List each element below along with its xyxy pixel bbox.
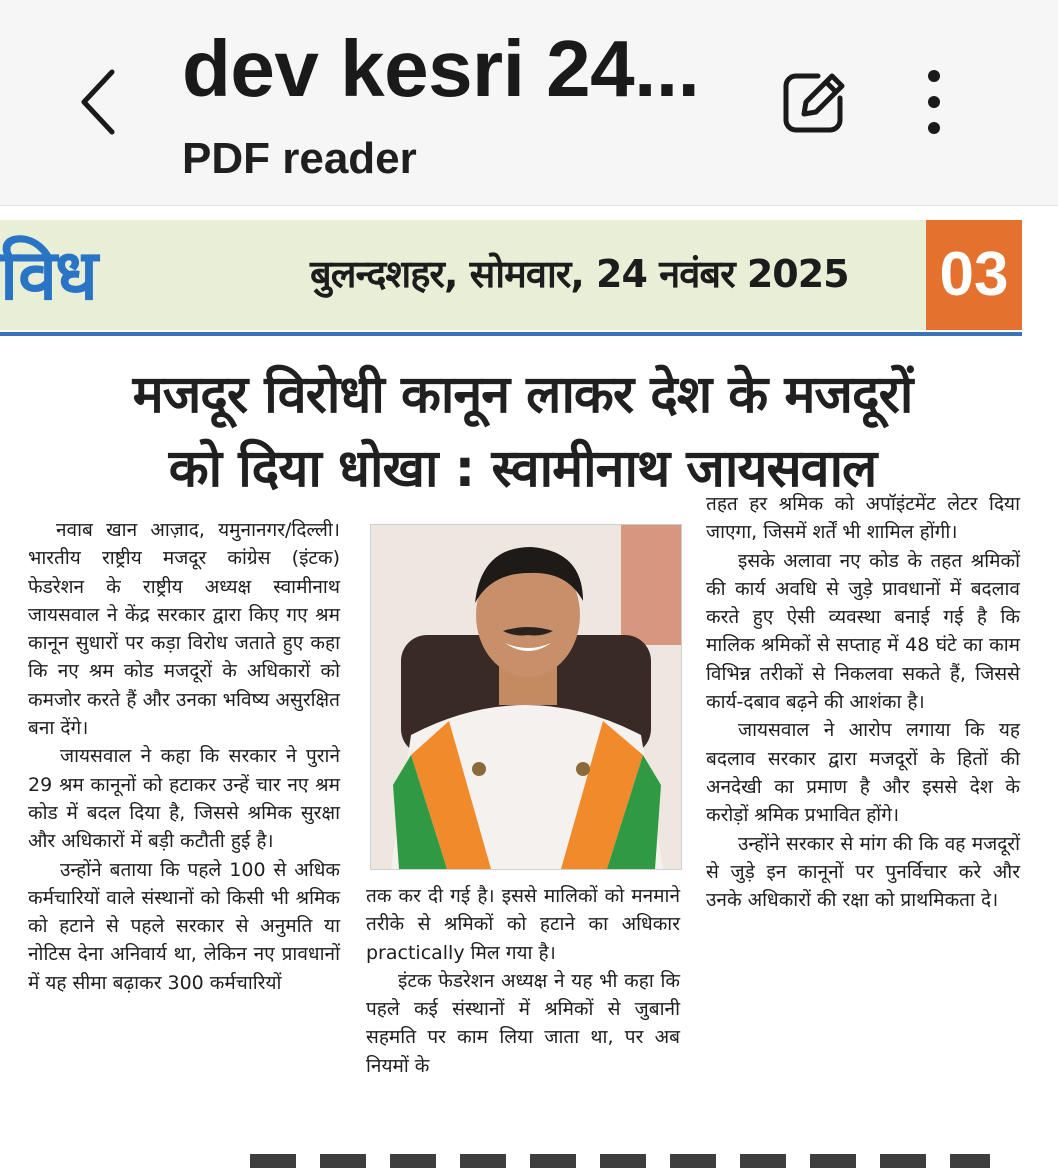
edit-icon[interactable] <box>778 66 850 138</box>
date-line: बुलन्दशहर, सोमवार, 24 नवंबर 2025 <box>310 252 849 296</box>
paragraph: जायसवाल ने आरोप लगाया कि यह बदलाव सरकार द्वारा मजदूरों के हितों की अनदेखी का प्रमाण है और इससे देश के करोड़ों श्रमिक प्रभावित होंगे। <box>706 719 1020 827</box>
article-column-3 <box>706 490 1020 914</box>
paragraph: नवाब खान आज़ाद, यमुनानगर/दिल्ली। भारतीय राष्ट्रीय मजदूर कांग्रेस (इंटक) फेडरेशन के राष्ट्रीय अध्यक्ष स्वामीनाथ जायसवाल ने केंद्र सरकार द्वारा किए गए श्रम कानून सुधारों पर कड़ा विरोध जताते हुए कहा कि नए श्रम कोड मजदूरों के अधिकारों को कमजोर करते हैं और उनका भविष्य असुरक्षित बना देंगे। <box>28 519 340 740</box>
paragraph: इसके अलावा नए कोड के तहत श्रमिकों की कार्य अवधि से जुड़े प्रावधानों में बदलाव करते हुए ऐसी व्यवस्था बनाई गई है कि मालिक श्रमिकों से सप्ताह में 48 घंटे का काम विभिन्न तरीकों से निकलवा सकते हैं, जिससे कार्य-दबाव बढ़ने की आशंका है। <box>706 549 1020 714</box>
pdf-page[interactable] <box>0 206 1058 1163</box>
paragraph: उन्होंने सरकार से मांग की कि वह मजदूरों से जुड़े इन कानूनों पर पुनर्विचार करे और उनके अधिकारों की रक्षा को प्राथमिकता दे। <box>706 832 1020 912</box>
paragraph: इंटक फेडरेशन अध्यक्ष ने यह भी कहा कि पहले कई संस्थानों में श्रमिकों से जुबानी सहमति पर काम लिया जाता था, पर अब नियमों के <box>366 969 680 1077</box>
headline-line: मजदूर विरोधी कानून लाकर देश के मजदूरों <box>132 365 913 425</box>
app-header <box>0 0 1058 206</box>
masthead-rule <box>0 332 1022 336</box>
more-vertical-icon[interactable] <box>904 64 964 140</box>
headline-line: को दिया धोखा : स्वामीनाथ जायसवाल <box>168 439 877 499</box>
article-photo <box>370 524 682 870</box>
article-column-2 <box>366 882 680 1080</box>
page-number-badge: 03 <box>926 220 1022 330</box>
document-title: dev kesri 24... <box>182 24 700 113</box>
article-headline <box>30 358 1015 506</box>
paragraph: जायसवाल ने कहा कि सरकार ने पुराने 29 श्रम कानूनों को हटाकर उन्हें चार नए श्रम कोड में बदल दिया है, जिससे श्रमिक सुरक्षा और अधिकारों में बड़ी कटौती हुई है। <box>28 745 340 853</box>
article-column-1 <box>28 516 340 997</box>
paragraph: तहत हर श्रमिक को अपॉइंटमेंट लेटर दिया जाएगा, जिसमें शर्तें भी शामिल होंगी। <box>706 493 1020 544</box>
paragraph: तक कर दी गई है। इससे मालिकों को मनमाने तरीके से श्रमिकों को हटाने का अधिकार practically मिल गया है। <box>366 885 680 964</box>
masthead <box>0 220 1022 330</box>
back-chevron-icon[interactable] <box>68 62 128 142</box>
masthead-name: विध <box>0 234 97 316</box>
paragraph: उन्होंने बताया कि पहले 100 से अधिक कर्मचारियों वाले संस्थानों को किसी भी श्रमिक को हटाने से पहले सरकार से अनुमति या नोटिस देना अनिवार्य था, लेकिन नए प्रावधानों में यह सीमा बढ़ाकर 300 कर्मचारियों <box>28 858 340 994</box>
document-subtitle: PDF reader <box>182 134 417 183</box>
next-headline-cutoff <box>250 1154 990 1168</box>
